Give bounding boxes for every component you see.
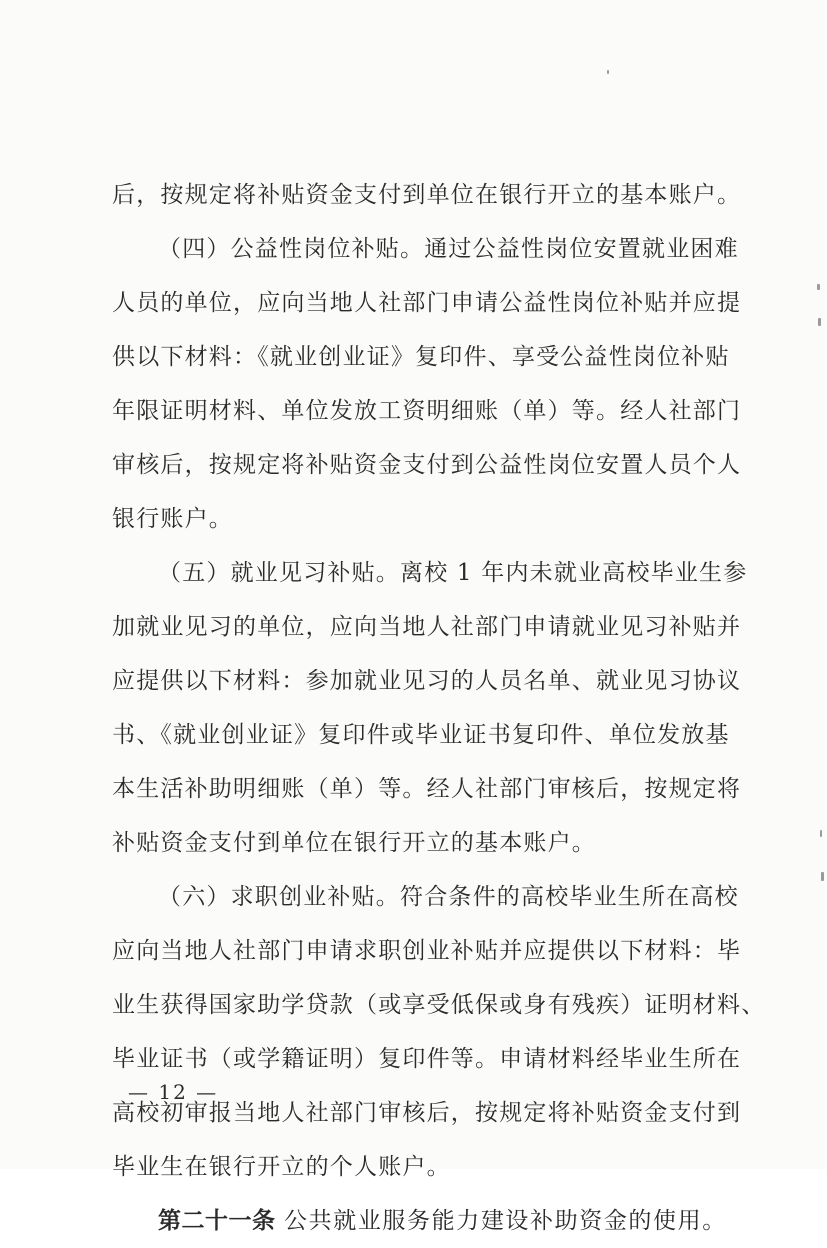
scan-speck [821,872,824,881]
body-line: 书、《就业创业证》复印件或毕业证书复印件、单位发放基 [112,722,730,748]
article-text: 公共就业服务能力建设补助资金的使用。 [284,1208,727,1234]
body-line: 应向当地人社部门申请求职创业补贴并应提供以下材料：毕 [112,938,742,964]
scan-speck [818,318,821,326]
body-line: 补贴资金支付到单位在银行开立的基本账户。 [112,830,596,856]
scan-speck [820,830,822,837]
body-line: 高校初审报当地人社部门审核后，按规定将补贴资金支付到 [112,1100,742,1126]
article-heading: 第二十一条 [158,1208,276,1234]
body-line: 毕业生在银行开立的个人账户。 [112,1154,451,1180]
article-line [112,1194,727,1248]
body-line: 加就业见习的单位，应向当地人社部门申请就业见习补贴并 [112,614,742,640]
section-heading-line: （六）求职创业补贴。符合条件的高校毕业生所在高校 [158,884,739,910]
page-number: — 12 — [128,1080,219,1104]
body-line: 毕业证书（或学籍证明）复印件等。申请材料经毕业生所在 [112,1046,742,1072]
body-line: 供以下材料：《就业创业证》复印件、享受公益性岗位补贴 [112,344,730,370]
scan-speck [817,284,820,290]
body-line: 银行账户。 [112,506,233,532]
body-line: 本生活补助明细账（单）等。经人社部门审核后，按规定将 [112,776,742,802]
section-heading-line: （四）公益性岗位补贴。通过公益性岗位安置就业困难 [158,236,739,262]
section-heading-line: （五）就业见习补贴。离校 1 年内未就业高校毕业生参 [158,560,748,586]
scan-speck [607,70,609,74]
body-line: 应提供以下材料：参加就业见习的人员名单、就业见习协议 [112,668,742,694]
body-line: 业生获得国家助学贷款（或享受低保或身有残疾）证明材料、 [112,992,766,1018]
body-line: 人员的单位，应向当地人社部门申请公益性岗位补贴并应提 [112,290,742,316]
body-line: 后，按规定将补贴资金支付到单位在银行开立的基本账户。 [112,182,742,208]
body-line: 年限证明材料、单位发放工资明细账（单）等。经人社部门 [112,398,742,424]
body-line: 审核后，按规定将补贴资金支付到公益性岗位安置人员个人 [112,452,742,478]
